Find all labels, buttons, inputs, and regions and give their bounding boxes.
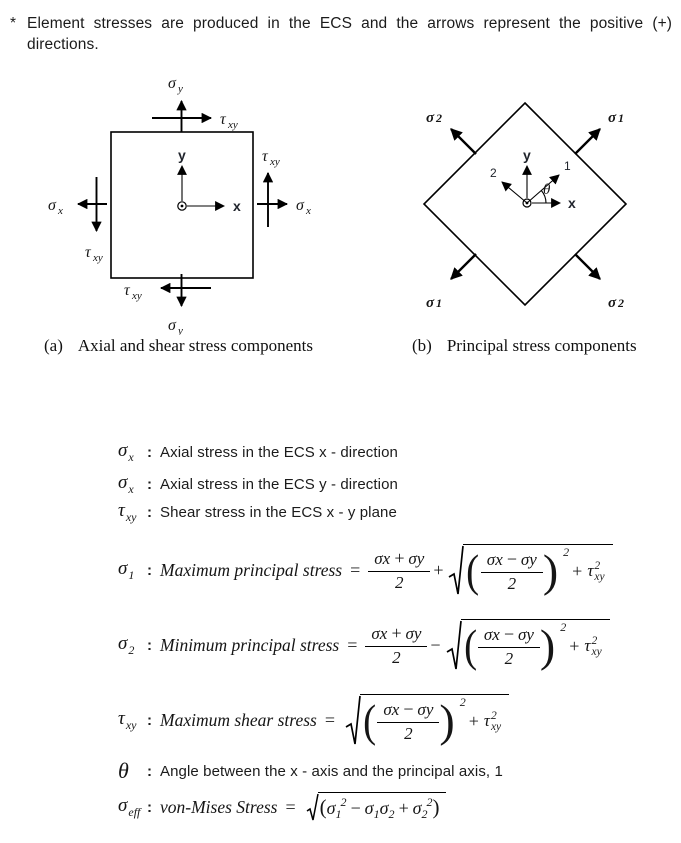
formula-tau-max (118, 684, 509, 756)
x-axis-label: x (568, 195, 576, 211)
von-mises-label: von-Mises Stress (160, 796, 278, 817)
big-paren-close-squared: ) 2 (542, 545, 570, 596)
sigma-y-bottom-label: σ (168, 317, 176, 334)
sigma1-label: Maximum principal stress (160, 559, 343, 580)
principal-axis-2-arrow (502, 182, 527, 203)
radical: ( $\frac{\sigma x - \sigma y}{2}$ ) 2 + τ 2 xy (448, 544, 612, 596)
radical: ( $\frac{\sigma x - \sigma y}{2}$ ) 2 + τ 2 xy (345, 694, 509, 746)
fraction-diff: $\frac{\sigma x - \sigma y}{2}$ (377, 699, 439, 744)
colon: : (147, 762, 152, 780)
formula-sigma1 (118, 534, 613, 606)
sigma-x-right-label: σ (296, 197, 304, 214)
formula-sigma2 (118, 609, 610, 681)
def-sigma-y-symbol: $\sigma_x$ (118, 472, 134, 496)
sigma-y-top-label: σ (168, 75, 176, 92)
theta-text: Angle between the x - axis and the principal axis, 1 (160, 762, 503, 780)
radical-sign (345, 694, 361, 746)
caption-a-tag: (a) (44, 336, 63, 355)
origin-dot (181, 205, 184, 208)
equals-sign: = (285, 796, 296, 817)
big-paren-open: ( (363, 695, 377, 746)
sigma-eff-symbol: $\sigma_{eff}$ (118, 794, 141, 819)
x-axis-label: x (233, 198, 241, 214)
sigma2-label-bottom-right: σ (608, 295, 617, 311)
caption-b-tag: (b) (412, 336, 432, 355)
radical-sign (446, 619, 462, 671)
tau-squared-term: τ 2 xy (483, 710, 502, 733)
tau-xy-bottom-sub: xy (132, 290, 142, 302)
big-paren-close-squared: ) 2 (539, 620, 567, 671)
note-asterisk: * (10, 15, 17, 32)
def-tau-xy-text: Shear stress in the ECS x - y plane (160, 504, 397, 521)
colon: : (147, 504, 152, 521)
tau-xy-top-sub: xy (228, 119, 238, 131)
def-sigma-x (118, 440, 398, 465)
note (10, 13, 672, 55)
def-sigma-x-text: Axial stress in the ECS x - direction (160, 444, 398, 461)
colon: : (147, 561, 152, 579)
y-axis-label: y (523, 147, 531, 163)
tau-xy-right-label: τ (262, 148, 268, 165)
sigma-y-bottom-sub: y (178, 325, 183, 335)
tau-xy-left-sub: xy (93, 252, 103, 264)
sigma2-sub-top-left: 2 (436, 111, 442, 125)
sigma2-label: Minimum principal stress (160, 634, 340, 655)
theta-label: θ (543, 182, 551, 198)
note-text (27, 13, 672, 55)
origin-dot (526, 202, 529, 205)
sigma1-arrow-top-right (575, 129, 600, 154)
note-line-2: directions. (27, 36, 99, 53)
radical (306, 792, 446, 822)
fraction-diff: $\frac{\sigma x - \sigma y}{2}$ (481, 549, 543, 594)
caption-a-text: Axial and shear stress components (77, 336, 313, 355)
tau-squared-term: τ 2 xy (584, 635, 602, 658)
sigma-x-left-sub: x (58, 205, 63, 217)
sigma1-label-top-right: σ (608, 110, 617, 126)
caption-a (44, 336, 313, 356)
sigma-x-right-sub: x (306, 205, 311, 217)
diagram-axial-shear (30, 70, 365, 335)
def-sigma-x-symbol: $\sigma_x$ (118, 440, 134, 464)
sigma2-label-top-left: σ (426, 110, 435, 126)
def-sigma-y (118, 472, 398, 497)
sigma-y-top-sub: y (178, 83, 183, 95)
axis-2-label: 2 (490, 166, 497, 180)
sigma1-symbol: $\sigma_1$ (118, 557, 135, 582)
sigma1-sub-top-right: 1 (618, 111, 624, 125)
colon: : (147, 711, 152, 729)
tau-max-symbol: $\tau_{xy}$ (118, 707, 137, 732)
def-theta (118, 757, 503, 785)
formula-von-mises (118, 783, 446, 831)
equals-sign: = (350, 559, 361, 580)
sigma2-arrow-bottom-right (575, 254, 600, 279)
colon: : (147, 444, 152, 461)
big-paren-open: ( (463, 620, 477, 671)
tau-xy-right-sub: xy (270, 156, 280, 168)
theta-symbol: θ (118, 758, 129, 783)
sigma2-sub-bottom-right: 2 (618, 296, 624, 310)
diagram-principal-stress (390, 70, 670, 335)
colon: : (147, 798, 152, 816)
plus-sign: + (433, 559, 444, 580)
note-line-1: Element stresses are produced in the ECS and the arrows represent the positive (+) (27, 15, 672, 32)
radical-sign (448, 544, 464, 596)
big-paren-close-squared: ) 2 (439, 695, 466, 746)
y-axis-label: y (178, 147, 186, 163)
radical: ( $\frac{\sigma x - \sigma y}{2}$ ) 2 + τ 2 xy (446, 619, 610, 671)
fraction-diff: $\frac{\sigma x - \sigma y}{2}$ (478, 624, 540, 669)
minus-sign: − (430, 634, 441, 655)
def-tau-xy (118, 500, 397, 525)
sigma-x-left-label: σ (48, 197, 56, 214)
equals-sign: = (324, 709, 335, 730)
tau-xy-top-label: τ (220, 111, 226, 128)
sigma1-arrow-bottom-left (451, 254, 476, 279)
tau-xy-bottom-label: τ (124, 282, 130, 299)
colon: : (147, 636, 152, 654)
def-tau-xy-symbol: $\tau_{xy}$ (118, 500, 137, 524)
sigma2-symbol: $\sigma_2$ (118, 632, 135, 657)
caption-b (412, 336, 637, 356)
tau-xy-left-label: τ (85, 244, 91, 261)
fraction-sum: $\frac{\sigma x + \sigma y}{2}$ (365, 623, 427, 668)
caption-b-text: Principal stress components (446, 336, 637, 355)
fraction-sum: $\frac{\sigma x + \sigma y}{2}$ (368, 548, 430, 593)
tau-max-label: Maximum shear stress (160, 709, 317, 730)
big-paren-open: ( (466, 545, 480, 596)
sigma2-arrow-top-left (451, 129, 476, 154)
von-mises-expression: $(\sigma_1^2 - \sigma_1\sigma_2 + \sigma_2^2)$ (319, 795, 440, 821)
tau-squared-term: τ 2 xy (587, 560, 605, 583)
equals-sign: = (347, 634, 358, 655)
axis-1-label: 1 (564, 159, 571, 173)
def-sigma-y-text: Axial stress in the ECS y - direction (160, 476, 398, 493)
sigma1-sub-bottom-left: 1 (436, 296, 442, 310)
colon: : (147, 476, 152, 493)
sigma1-label-bottom-left: σ (426, 295, 435, 311)
